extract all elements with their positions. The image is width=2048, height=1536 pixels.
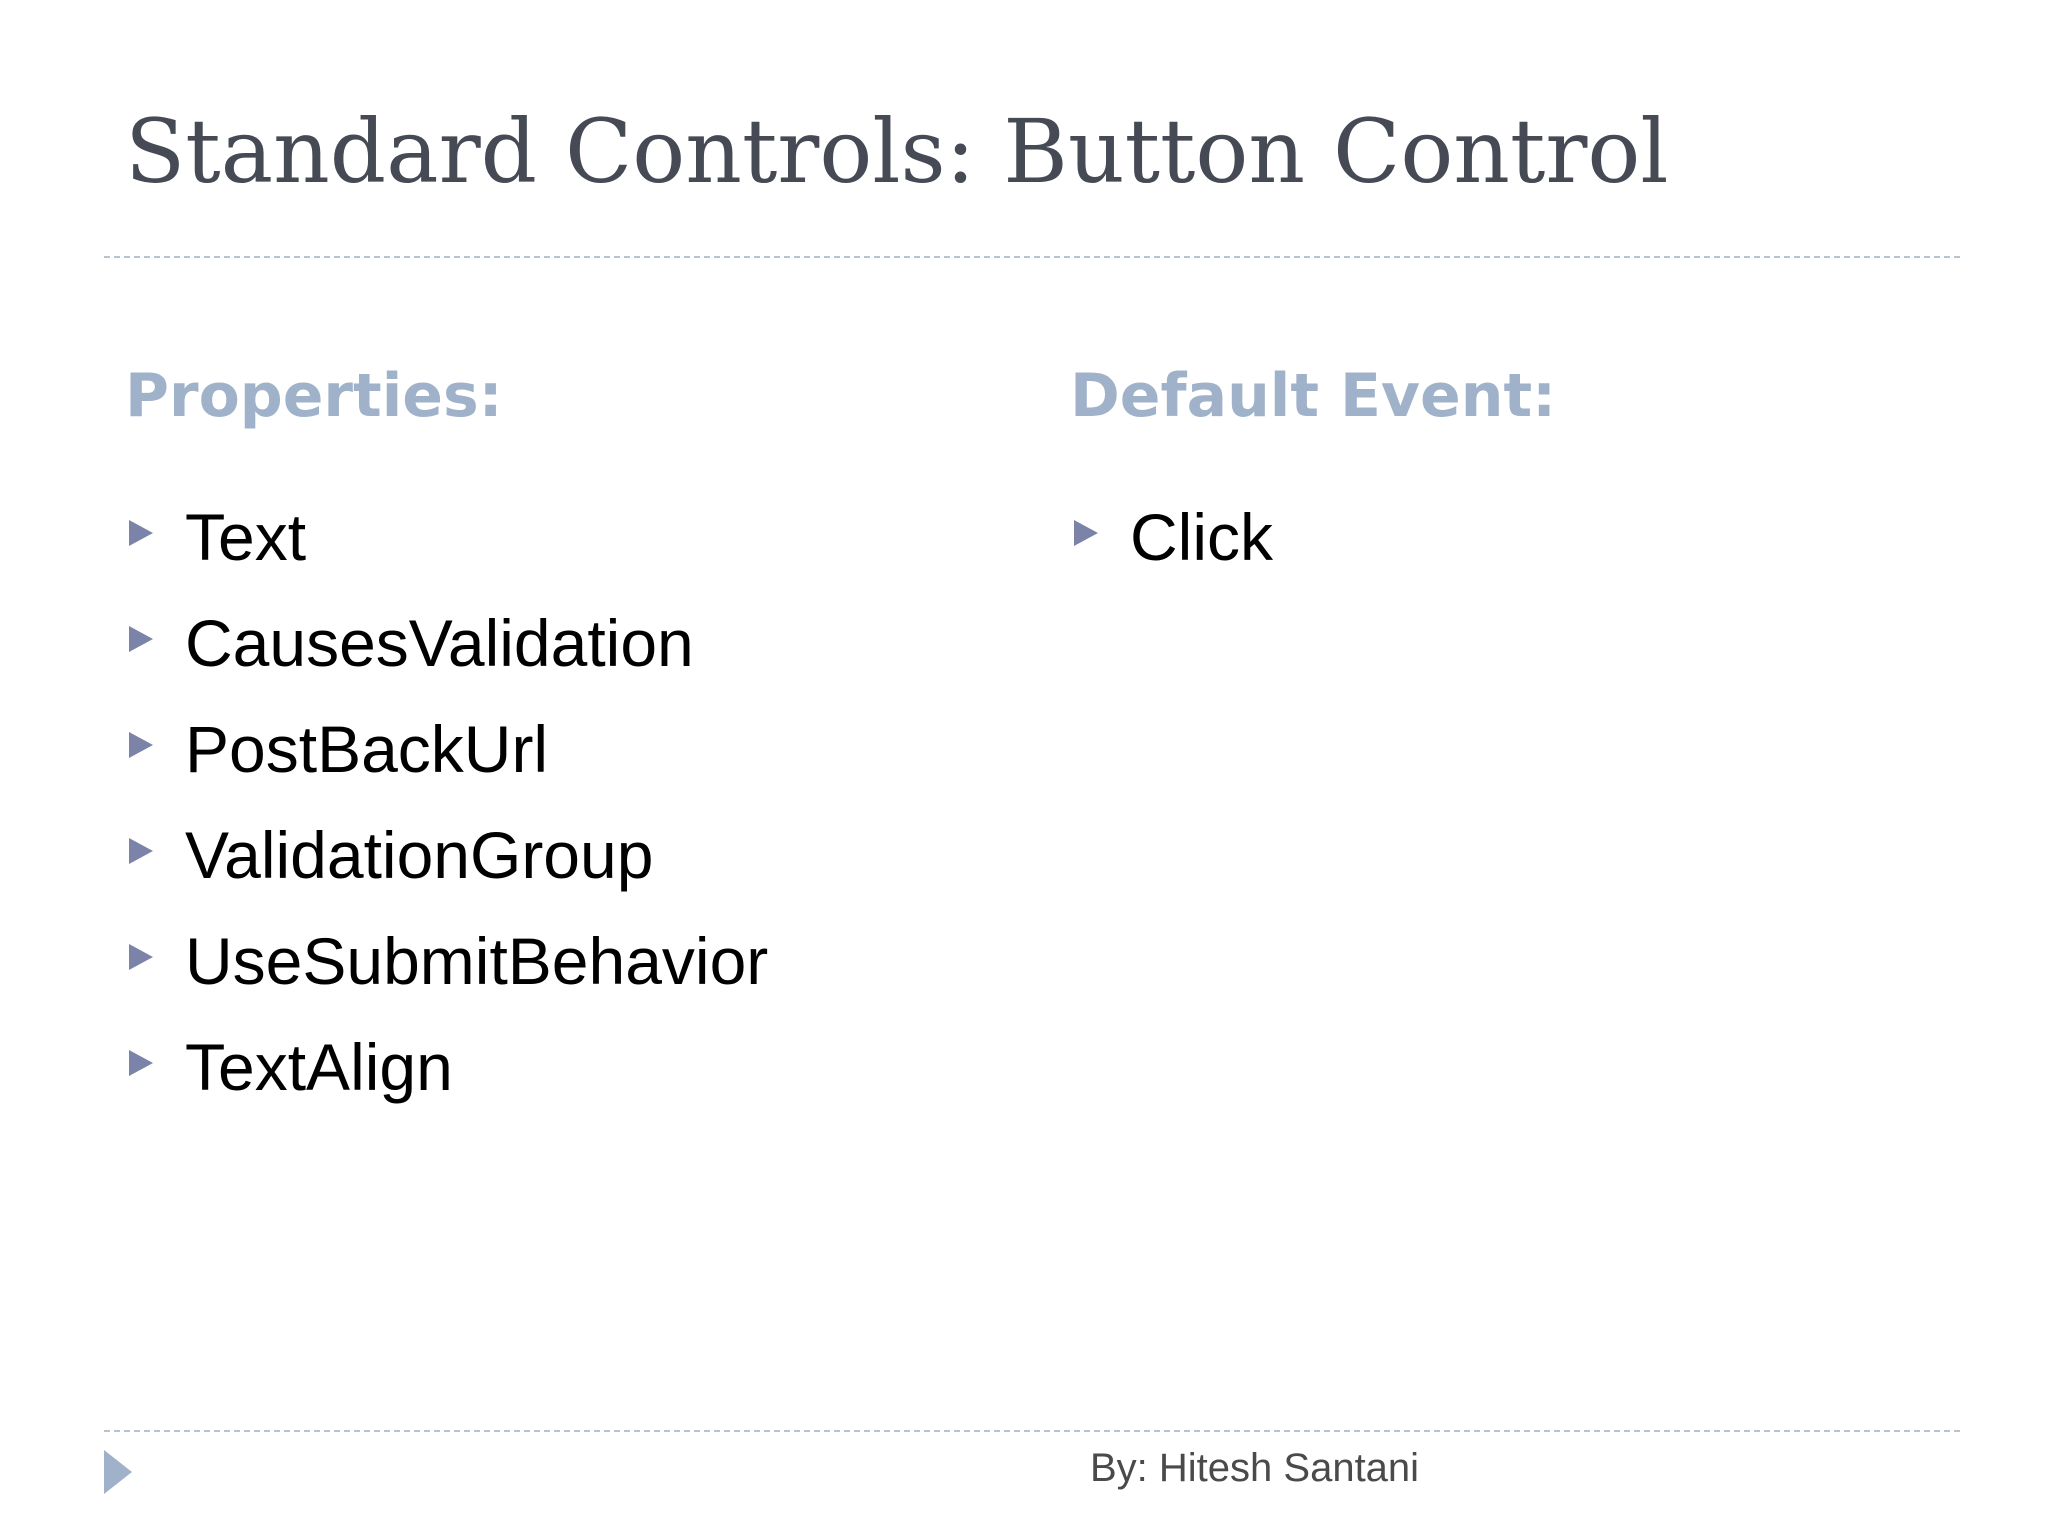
triangle-bullet-icon (1074, 520, 1098, 546)
list-item-label: TextAlign (185, 1030, 453, 1104)
triangle-bullet-icon (129, 1050, 153, 1076)
properties-heading: Properties: (125, 361, 503, 431)
list-item-label: Click (1130, 500, 1273, 574)
slide-title: Standard Controls: Button Control (125, 100, 1669, 203)
list-item-label: UseSubmitBehavior (185, 924, 769, 998)
list-item-label: ValidationGroup (185, 818, 654, 892)
footer-author: By: Hitesh Santani (1090, 1446, 1420, 1490)
default-event-list (1070, 500, 1273, 610)
list-item-label: CausesValidation (185, 606, 694, 680)
title-divider (104, 256, 1960, 258)
triangle-bullet-icon (129, 838, 153, 864)
triangle-arrow-icon (104, 1450, 132, 1494)
list-item-label: Text (185, 500, 307, 574)
triangle-bullet-icon (129, 520, 153, 546)
list-item (125, 924, 769, 1034)
triangle-bullet-icon (129, 944, 153, 970)
list-item (125, 1030, 768, 1140)
properties-list (125, 500, 769, 1140)
default-event-heading: Default Event: (1070, 361, 1557, 431)
triangle-bullet-icon (129, 626, 153, 652)
properties-column (125, 361, 985, 1104)
list-item (125, 500, 768, 610)
default-event-column (1070, 361, 1930, 574)
footer-divider (104, 1430, 1960, 1432)
triangle-bullet-icon (129, 732, 153, 758)
list-item (1070, 500, 1273, 610)
list-item-label: PostBackUrl (185, 712, 549, 786)
list-item (125, 606, 768, 716)
list-item (125, 818, 768, 928)
list-item (125, 712, 768, 822)
